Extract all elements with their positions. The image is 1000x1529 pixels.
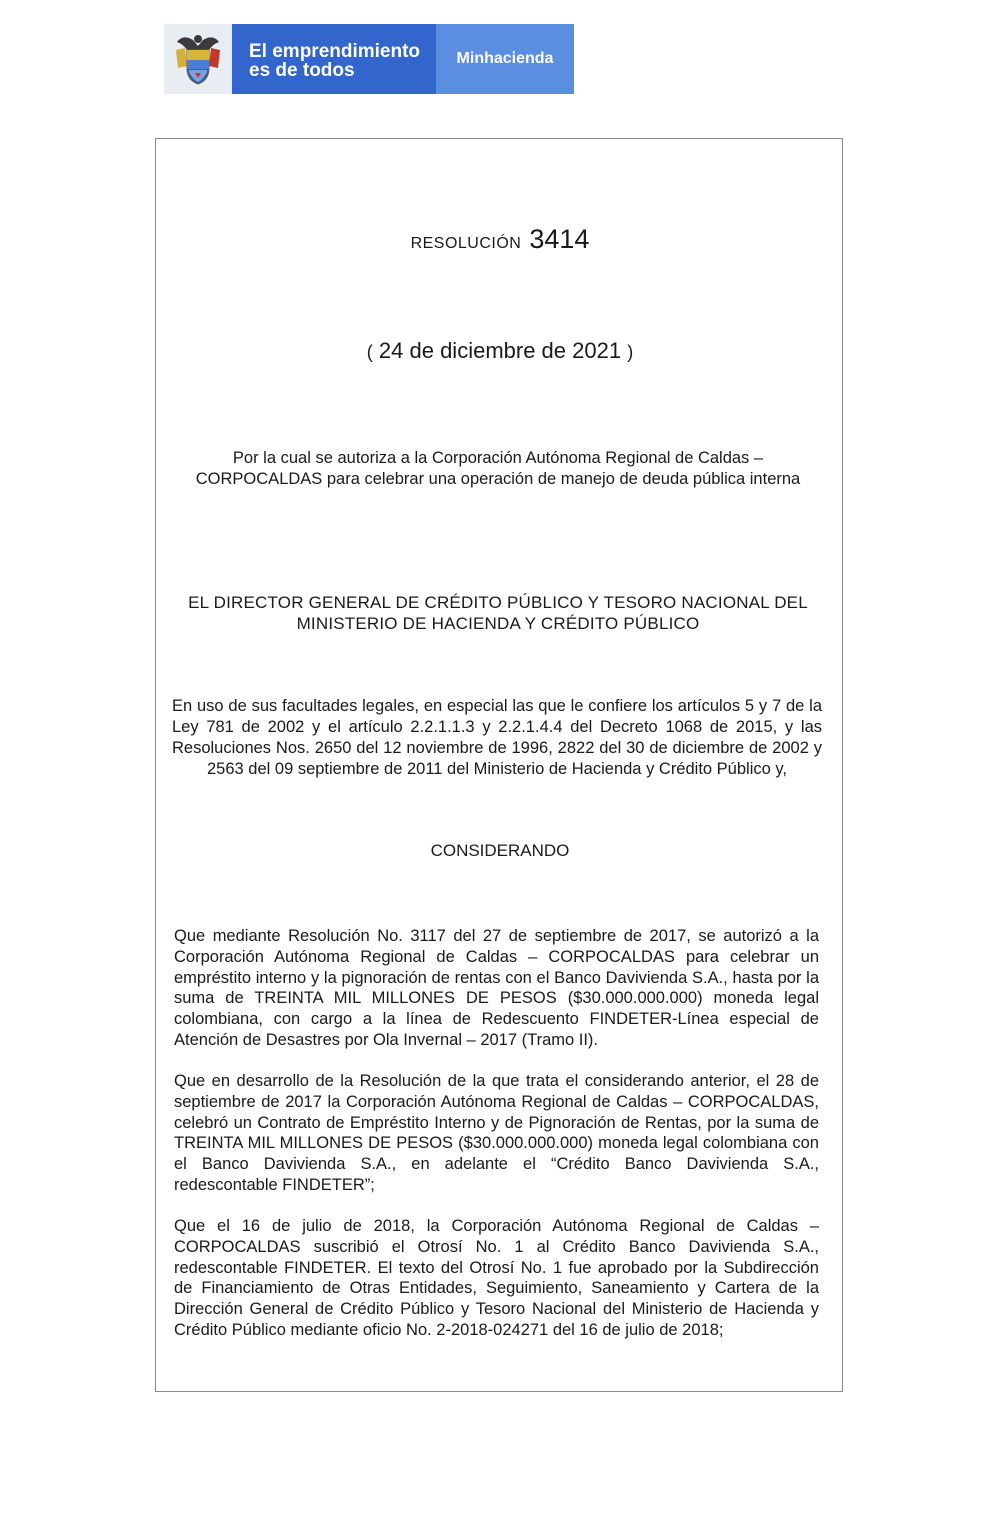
legal-faculties: En uso de sus facultades legales, en especial las que le confiere los artículos 5 y 7 de la Ley 781 de 2002 y el artículo 2.2.1.1.3 y 2.2.1.4.4 del Decreto 1068 de 2015, y las Resoluciones Nos. 2650 del 12 noviembre de 1996, 2822 del 30 de diciembre de 2002 y 2563 del 09 septiembre de 2011 del Ministerio de Hacienda y Crédito Público y, xyxy=(172,697,822,778)
slogan-line-1: El emprendimiento xyxy=(249,41,421,62)
slogan-block xyxy=(232,24,436,94)
ministry-label: Minhacienda xyxy=(436,24,574,94)
considerando-paragraph-3: Que el 16 de julio de 2018, la Corporación Autónoma Regional de Caldas – CORPOCALDAS suscribió el Otrosí No. 1 al Crédito Banco Davivienda S.A., redescontable FINDETER. El texto del Otrosí No. 1 fue aprobado por la Subdirección de Financiamiento de Otras Entidades, Seguimiento, Saneamiento y Cartera de la Dirección General de Crédito Público y Tesoro Nacional del Ministerio de Hacienda y Crédito Público mediante oficio No. 2-2018-024271 del 16 de julio de 2018; xyxy=(174,1217,819,1339)
shield-box xyxy=(164,24,232,94)
resolution-subject: Por la cual se autoriza a la Corporación Autónoma Regional de Caldas – CORPOCALDAS para celebrar una operación de manejo de deuda pública interna xyxy=(195,449,801,488)
issuing-authority: EL DIRECTOR GENERAL DE CRÉDITO PÚBLICO Y TESORO NACIONAL DEL MINISTERIO DE HACIENDA Y CRÉDITO PÚBLICO xyxy=(188,593,808,633)
date-close-paren: ) xyxy=(627,342,634,362)
header-logo xyxy=(164,24,574,94)
considerando-paragraph-2: Que en desarrollo de la Resolución de la que trata el considerando anterior, el 28 de septiembre de 2017 la Corporación Autónoma Regional de Caldas – CORPOCALDAS, celebró un Contrato de Empréstito Interno y de Pignoración de Rentas, por la suma de TREINTA MIL MILLONES DE PESOS ($30.000.000.000) moneda legal colombiana con el Banco Davivienda S.A., en adelante el “Crédito Banco Davivienda S.A., redescontable FINDETER”; xyxy=(174,1072,819,1194)
considerando-paragraph-1: Que mediante Resolución No. 3117 del 27 de septiembre de 2017, se autorizó a la Corporación Autónoma Regional de Caldas – CORPOCALDAS para celebrar un empréstito interno y la pignoración de rentas con el Banco Davivienda S.A., hasta por la suma de TREINTA MIL MILLONES DE PESOS ($30.000.000.000) moneda legal colombiana, con cargo a la línea de Redescuento FINDETER-Línea especial de Atención de Desastres por Ola Invernal – 2017 (Tramo II). xyxy=(174,927,819,1049)
coat-of-arms-icon xyxy=(173,32,223,86)
resolution-label: RESOLUCIÓN xyxy=(410,235,522,252)
slogan-line-2: es de todos xyxy=(249,60,355,81)
resolution-heading xyxy=(0,224,1000,255)
resolution-date xyxy=(0,338,1000,364)
date-open-paren: ( xyxy=(366,342,373,362)
considerando-heading: CONSIDERANDO xyxy=(430,841,570,860)
resolution-number: 3414 xyxy=(529,224,590,254)
date-text: 24 de diciembre de 2021 xyxy=(378,338,622,363)
